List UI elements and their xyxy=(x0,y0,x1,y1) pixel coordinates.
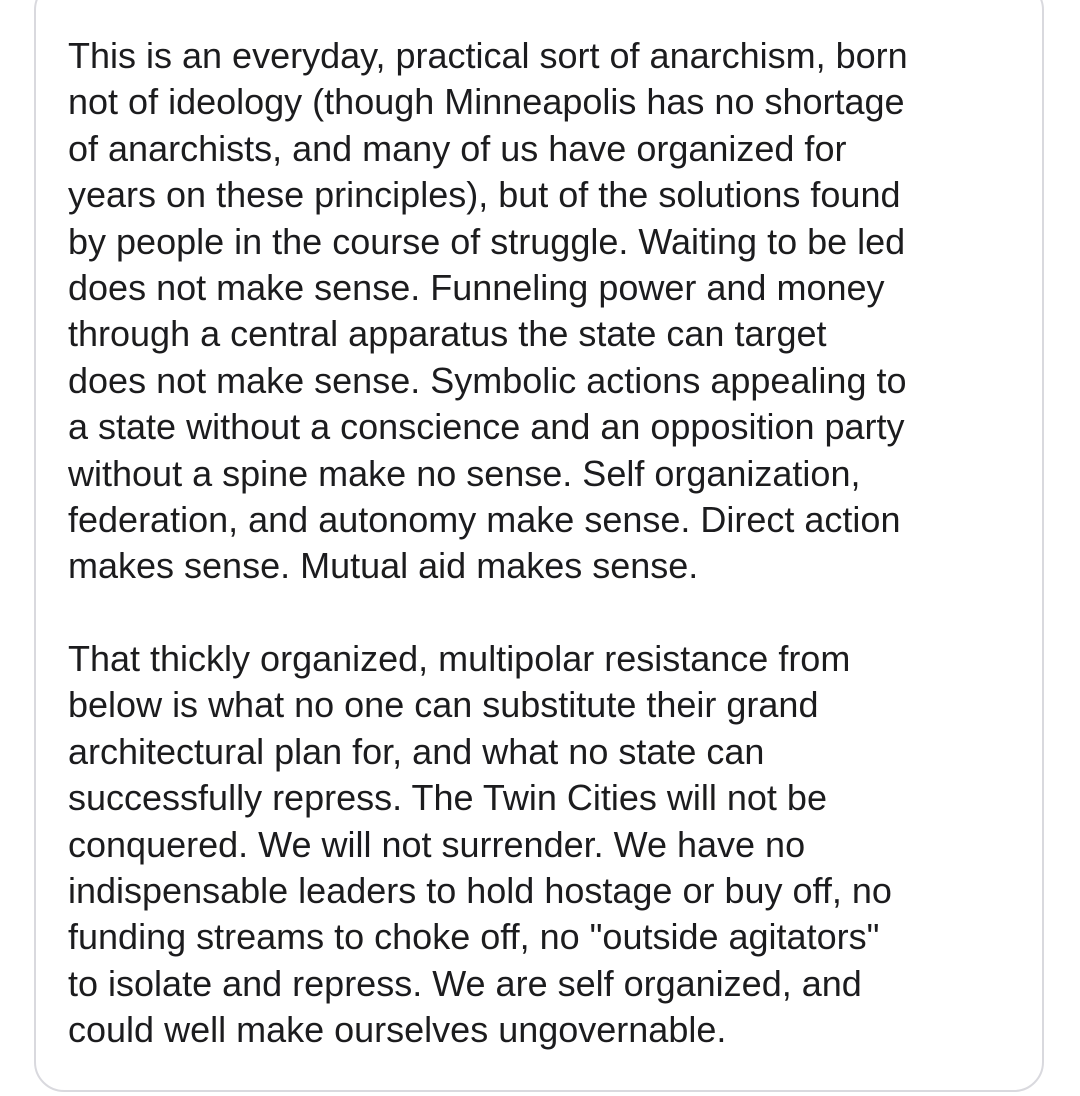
text-line: makes sense. Mutual aid makes sense. xyxy=(68,545,699,587)
text-line: could well make ourselves ungovernable. xyxy=(68,1009,727,1051)
text-line: funding streams to choke off, no "outside agitators" xyxy=(68,916,880,958)
text-line: This is an everyday, practical sort of anarchism, born xyxy=(68,35,908,76)
text-line: not of ideology (though Minneapolis has no shortage xyxy=(68,81,905,123)
text-line: does not make sense. Symbolic actions appealing to xyxy=(68,359,907,401)
text-line: architectural plan for, and what no state can xyxy=(68,730,765,772)
text-line: federation, and autonomy make sense. Direct action xyxy=(68,498,901,540)
paragraph-spacer xyxy=(68,590,1028,636)
text-line: years on these principles), but of the solutions found xyxy=(68,174,901,216)
text-line: below is what no one can substitute their grand xyxy=(68,684,819,726)
text-line: successfully repress. The Twin Cities will not be xyxy=(68,777,827,819)
text-line: to isolate and repress. We are self organized, and xyxy=(68,962,862,1004)
paragraph xyxy=(68,636,1028,1054)
text-line: without a spine make no sense. Self organization, xyxy=(68,452,861,494)
text-line: a state without a conscience and an opposition party xyxy=(68,406,905,448)
post-body xyxy=(68,33,1028,1054)
text-line: by people in the course of struggle. Waiting to be led xyxy=(68,220,906,262)
text-line: of anarchists, and many of us have organized for xyxy=(68,127,847,169)
text-line: indispensable leaders to hold hostage or buy off, no xyxy=(68,870,892,912)
text-line: That thickly organized, multipolar resistance from xyxy=(68,638,851,680)
text-line: through a central apparatus the state can target xyxy=(68,313,827,355)
paragraph xyxy=(68,33,1028,590)
text-line: conquered. We will not surrender. We have no xyxy=(68,823,806,865)
text-line: does not make sense. Funneling power and money xyxy=(68,266,885,308)
